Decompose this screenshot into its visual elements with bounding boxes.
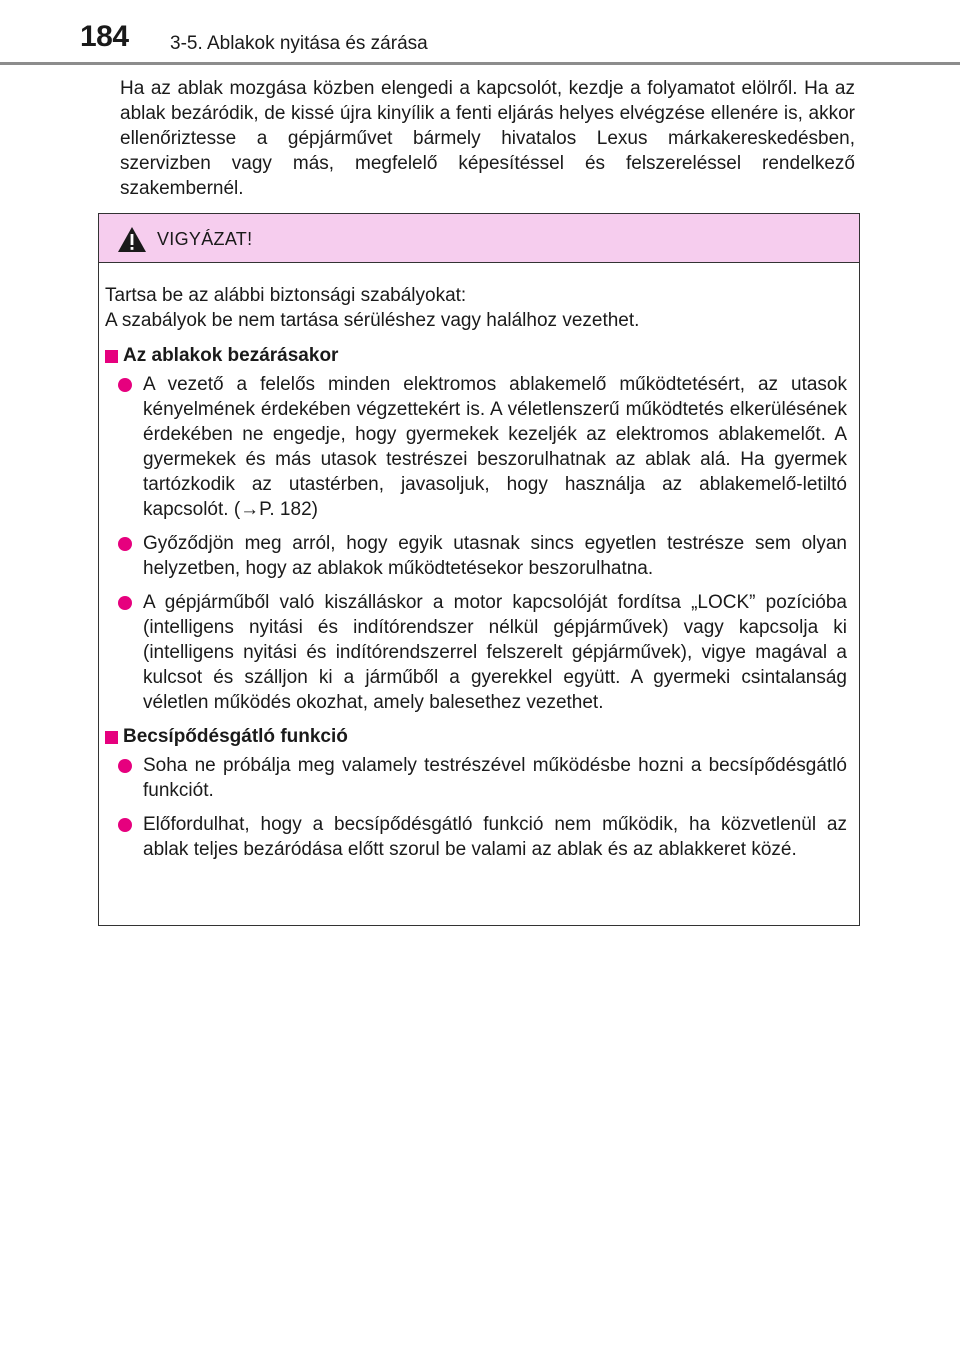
circle-bullet-icon (118, 818, 132, 832)
section-heading (105, 343, 853, 368)
section-title: 3-5. Ablakok nyitása és zárása (170, 33, 428, 54)
warning-header (99, 214, 859, 263)
list-item-text: Előfordulhat, hogy a becsípődésgátló funkció nem működik, ha közvetlenül az ablak teljes bezáródása előtt szorul be valami az ablak és az ablakkeret közé. (143, 814, 847, 860)
warning-intro-line1: Tartsa be az alábbi biztonsági szabályokat: (105, 285, 467, 306)
square-bullet-icon (105, 731, 118, 744)
section-heading (105, 724, 853, 749)
list-item (105, 812, 853, 862)
list-item-text: Győződjön meg arról, hogy egyik utasnak sincs egyetlen testrésze sem olyan helyzetben, hogy az ablakok működtetésekor beszorulhatna. (143, 533, 847, 579)
warning-triangle-icon (117, 226, 147, 253)
circle-bullet-icon (118, 596, 132, 610)
warning-box (98, 213, 860, 926)
list-item (105, 590, 853, 715)
square-bullet-icon (105, 350, 118, 363)
list-item (105, 753, 853, 803)
header-divider (0, 62, 960, 65)
page-number: 184 (80, 20, 129, 53)
warning-intro-line2: A szabályok be nem tartása sérüléshez vagy halálhoz vezethet. (105, 310, 640, 331)
list-item (105, 372, 853, 522)
warning-intro (105, 283, 853, 333)
circle-bullet-icon (118, 759, 132, 773)
page-header (0, 0, 960, 64)
circle-bullet-icon (118, 537, 132, 551)
list-item (105, 531, 853, 581)
section-heading-text: Az ablakok bezárásakor (123, 345, 339, 366)
intro-paragraph: Ha az ablak mozgása közben elengedi a kapcsolót, kezdje a folyamatot elölről. Ha az ablak bezáródik, de kissé újra kinyílik a fenti eljárás helyes elvégzése ellenére is, akkor ellenőriztesse a gépjárművet bármely hivatalos Lexus márkakereskedésben, szervizben vagy más, megfelelő képesítéssel és felszereléssel rendelkező szakembernél. (120, 78, 855, 199)
list-item-text: Soha ne próbálja meg valamely testrészével működésbe hozni a becsípődésgátló funkciót. (143, 755, 847, 801)
list-item-text: A vezető a felelős minden elektromos ablakemelő működtetésért, az utasok kényelmének érdekében végzettekért is. A véletlenszerű működtetés elkerülésének érdekében ne engedje, hogy gyermekek kezeljék az elektromos ablakemelőt. A gyermekek és más utasok testrészei beszorulhatnak az ablak alá. Ha gyermek tartózkodik az utastérben, javasoljuk, hogy használja az ablakemelő-letiltó kapcsolót. (→P. 182) (143, 374, 847, 520)
warning-body (99, 263, 859, 862)
warning-label: VIGYÁZAT! (157, 229, 253, 249)
list-item-text: A gépjárműből való kiszálláskor a motor kapcsolóját fordítsa „LOCK” pozícióba (intelligens nyitási és indítórendszer nélkül gépjárművek) vagy kapcsolja ki (intelligens nyitási és indítórendszerrel felszerelt gépjárművek), vigye magával a kulcsot és szálljon ki a járműből a gyerekkel együtt. A gyermeki csintalanság véletlen működés okozhat, amely balesethez vezethet. (143, 592, 847, 713)
circle-bullet-icon (118, 378, 132, 392)
section-heading-text: Becsípődésgátló funkció (123, 726, 348, 747)
